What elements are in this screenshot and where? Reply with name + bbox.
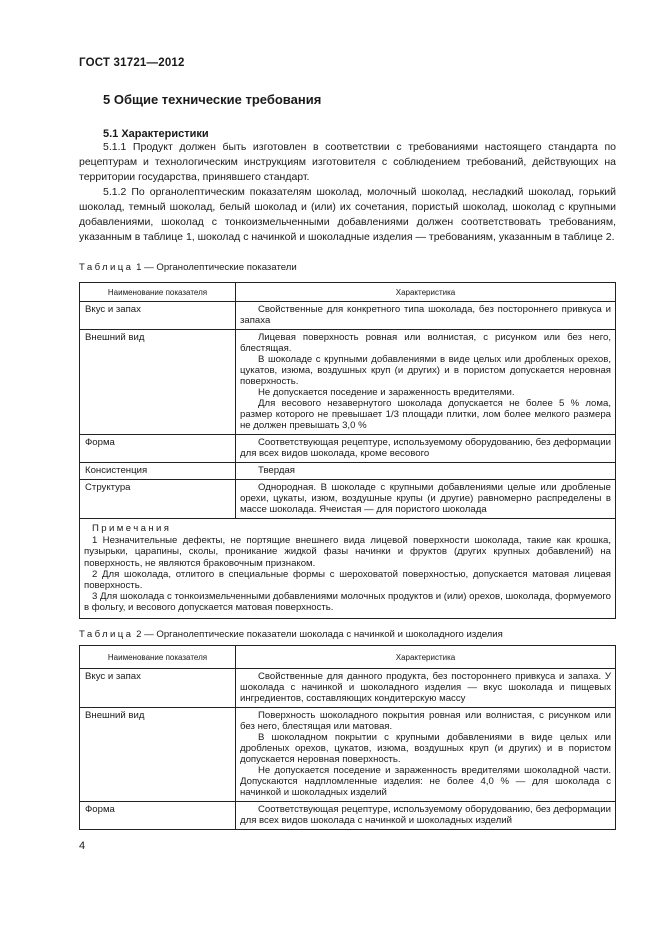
cell-paragraph: Для весового незавернутого шоколада допускается не более 5 % лома, размер которого не превышает 1/3 площади плитки, лом более мелкого размера не должен превышать 3,0 % (240, 398, 611, 431)
table-row (80, 435, 616, 463)
table1-row4-name: Консистенция (80, 463, 236, 480)
table-row (80, 708, 616, 802)
table1-row3-name: Форма (80, 435, 236, 463)
table-row (80, 330, 616, 435)
table-row (80, 302, 616, 330)
cell-paragraph: Не допускается поседение и зараженность вредителями. (258, 387, 515, 398)
table-row (80, 480, 616, 519)
table-row (80, 802, 616, 830)
table2-row1-text (236, 669, 616, 708)
subsection-title: 5.1 Характеристики (103, 128, 209, 140)
document-header: ГОСТ 31721—2012 (79, 57, 185, 69)
table1-row4-text (236, 463, 616, 480)
table1-notes-row (80, 519, 616, 619)
table1-notes (80, 519, 616, 619)
table2-row3-text (236, 802, 616, 830)
table1-header-row (80, 283, 616, 302)
paragraph-5-1-1: 5.1.1 Продукт должен быть изготовлен в соответствии с требованиями настоящего стандарта по рецептурам и технологическим инструкциям изготовителя с соблюдением требований, действующих на территории государства, принявшего стандарт. (79, 141, 616, 183)
page-number: 4 (79, 840, 86, 852)
table1-row2-name: Внешний вид (80, 330, 236, 435)
cell-paragraph: Соответствующая рецептуре, используемому оборудованию, без деформации для всех видов шоколада с начинкой и шоколадных изделий (240, 804, 611, 826)
table2-row2-text (236, 708, 616, 802)
table1-row3-text (236, 435, 616, 463)
table1-row2-text (236, 330, 616, 435)
cell-paragraph: В шоколадном покрытии с крупными добавлениями в виде целых или дробленых орехов, цукатов, изюма, воздушных круп (и других) и в пористом допускается неровная поверхность. (240, 732, 611, 765)
table2-col-characteristic: Характеристика (236, 646, 616, 669)
cell-paragraph: Свойственные для данного продукта, без постороннего привкуса и запаха. У шоколада с начинкой и шоколадного изделия — вкус шоколада и пищевых ингредиентов, составляющих кондитерскую массу (240, 671, 611, 704)
table2-row2-name: Внешний вид (80, 708, 236, 802)
cell-paragraph: Лицевая поверхность ровная или волнистая, с рисунком или без него, блестящая. (240, 332, 611, 354)
table2-caption-label: Таблица (79, 629, 134, 640)
table1 (79, 282, 616, 619)
table1-row1-text (236, 302, 616, 330)
table-row (80, 669, 616, 708)
table2-col-name: Наименование показателя (80, 646, 236, 669)
cell-paragraph: Твердая (258, 465, 296, 476)
cell-paragraph: Соответствующая рецептуре, используемому оборудованию, без деформации для всех видов шоколада, кроме весового (240, 437, 611, 459)
cell-paragraph: В шоколаде с крупными добавлениями в виде целых или дробленых орехов, цукатов, изюма, воздушных круп (и других) и в пористом допускается неровная поверхность. (240, 354, 611, 387)
cell-paragraph: Поверхность шоколадного покрытия ровная или волнистая, с рисунком или без него, блестящая или матовая. (240, 710, 611, 732)
table1-caption-label: Таблица (79, 262, 134, 273)
note-item: 3 Для шоколада с тонкоизмельченными добавлениями молочных продуктов и (или) орехов, шоколада, формуемого в фольгу, и весового допускается матовая поверхность. (84, 591, 611, 614)
table1-row1-name: Вкус и запах (80, 302, 236, 330)
note-item: 1 Незначительные дефекты, не портящие внешнего вида лицевой поверхности шоколада, такие как крошка, пузырьки, царапины, сколы, проникание жидкой фазы начинки и фруктов (других крупных добавлений) на поверхность, не являются браковочным признаком. (84, 535, 611, 569)
table2-row1-name: Вкус и запах (80, 669, 236, 708)
table1-row5-text (236, 480, 616, 519)
table1-row5-name: Структура (80, 480, 236, 519)
table2-caption (79, 629, 503, 640)
table1-caption (79, 262, 297, 273)
table1-col-characteristic: Характеристика (236, 283, 616, 302)
cell-paragraph: Не допускается поседение и зараженность вредителями шоколадной части. Допускаются надпломленные изделия: не более 4,0 % — для шоколада с начинкой и шоколадных изделий (240, 765, 611, 798)
note-item: 2 Для шоколада, отлитого в специальные формы с шероховатой поверхностью, допускается матовая лицевая поверхность. (84, 568, 611, 592)
table2-header-row (80, 646, 616, 669)
table1-col-name: Наименование показателя (80, 283, 236, 302)
paragraph-5-1-2: 5.1.2 По органолептическим показателям шоколад, молочный шоколад, несладкий шоколад, горький шоколад, темный шоколад, белый шоколад и (или) их сочетания, пористый шоколад, шоколад с крупными добавлениями, шоколад с тонкоизмельченными добавлениями должен соответствовать требованиям, указанным в таблице 1, шоколад с начинкой и шоколадные изделия — требованиям, указанным в таблице 2. (79, 186, 616, 243)
notes-title: Примечания (92, 523, 172, 534)
table1-caption-text: 1 — Органолептические показатели (136, 262, 297, 273)
table2 (79, 645, 616, 830)
table2-row3-name: Форма (80, 802, 236, 830)
cell-paragraph: Однородная. В шоколаде с крупными добавлениями целые или дробленые орехи, цукаты, изюм, воздушные крупы (и другие) равномерно распределены в массе шоколада. Ячеистая — для пористого шоколада (240, 482, 611, 515)
cell-paragraph: Свойственные для конкретного типа шоколада, без постороннего привкуса и запаха (240, 304, 611, 326)
table-row (80, 463, 616, 480)
table2-caption-text: 2 — Органолептические показатели шоколада с начинкой и шоколадного изделия (136, 629, 503, 640)
section-title: 5 Общие технические требования (103, 92, 322, 107)
